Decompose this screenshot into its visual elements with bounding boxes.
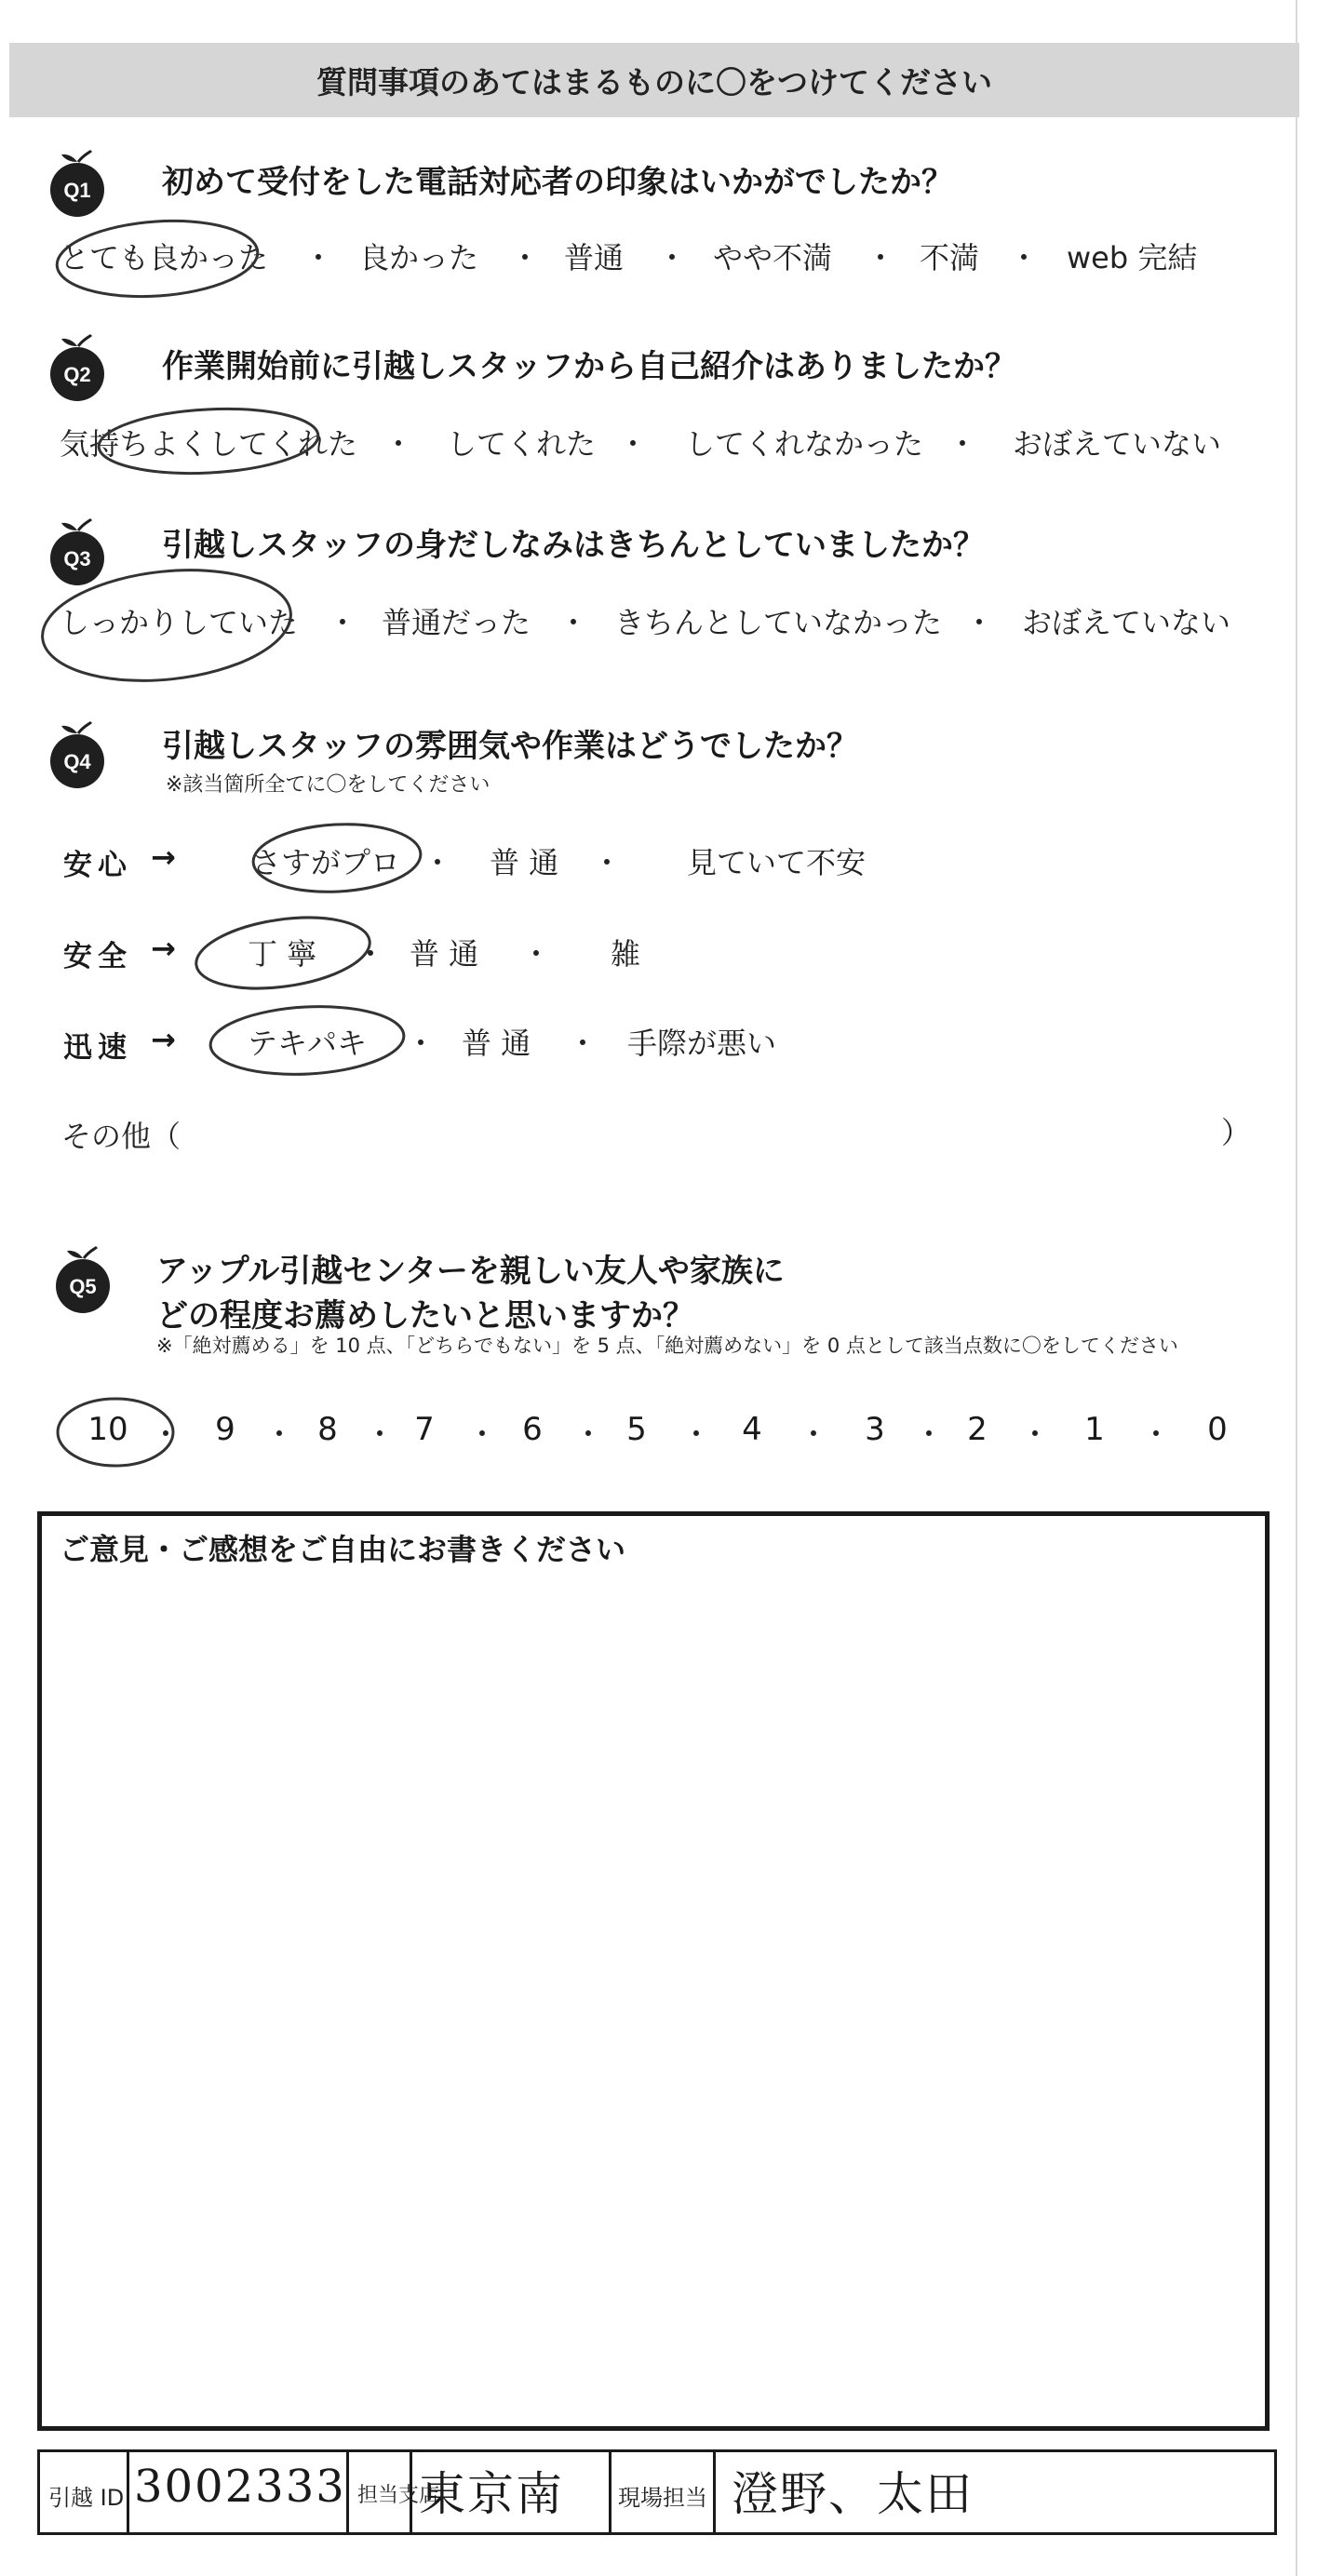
separator-dot: ・ xyxy=(568,1026,598,1061)
separator-dot: ・ xyxy=(423,845,453,880)
separator-dot: ・ xyxy=(264,1416,295,1452)
q4-row-label-anzen: 安全 xyxy=(63,940,132,973)
q1-selection-circle-icon xyxy=(50,210,264,313)
q2-option-1[interactable]: 気持ちよくしてくれた xyxy=(60,426,358,462)
q3-option-3[interactable]: きちんとしていなかった xyxy=(614,605,943,640)
q4-badge-label: Q4 xyxy=(63,750,91,773)
q2-badge-label: Q2 xyxy=(63,363,91,386)
separator-dot: ・ xyxy=(1009,240,1040,275)
score-option-2[interactable]: 2 xyxy=(967,1411,988,1448)
score-option-8[interactable]: 8 xyxy=(317,1411,338,1448)
q1-option-3[interactable]: 普通 xyxy=(564,240,625,275)
q3-option-2[interactable]: 普通だった xyxy=(382,605,531,640)
q5-note: ※「絶対薦める」を 10 点、「どちらでもない」を 5 点、「絶対薦めない」を 0 点として該当点数に〇をしてください xyxy=(156,1335,1178,1357)
comment-box[interactable] xyxy=(37,1511,1270,2431)
q4-row-label-jinsoku: 迅速 xyxy=(63,1031,132,1065)
q4-row3-option-2[interactable]: 普 通 xyxy=(462,1026,531,1061)
q5-question-line1: アップル引越センターを親しい友人や家族に xyxy=(156,1253,785,1290)
q4-row1-option-2[interactable]: 普 通 xyxy=(490,845,559,880)
q4-note: ※該当箇所全てに〇をしてください xyxy=(166,773,491,797)
separator-dot: ・ xyxy=(303,240,334,275)
q5-question-line2: どの程度お薦めしたいと思いますか？ xyxy=(156,1297,694,1335)
score-option-10[interactable]: 10 xyxy=(87,1411,128,1448)
q5-badge-label: Q5 xyxy=(69,1275,97,1298)
staff-label: 現場担当 xyxy=(618,2485,707,2511)
q1-option-5[interactable]: 不満 xyxy=(920,240,980,275)
separator-dot: ・ xyxy=(964,605,995,640)
separator-dot: ・ xyxy=(558,605,589,640)
separator-dot: ・ xyxy=(406,1026,437,1061)
separator-dot: ・ xyxy=(681,1416,712,1452)
q1-apple-badge-icon xyxy=(43,149,112,218)
separator-dot: ・ xyxy=(151,1416,181,1452)
arrow-right-icon: → xyxy=(151,931,176,966)
separator-dot: ・ xyxy=(383,426,414,462)
branch-label: 担当支店 xyxy=(357,2484,440,2507)
q2-question: 作業開始前に引越しスタッフから自己紹介はありましたか？ xyxy=(162,348,1016,385)
q4-row2-selection-circle-icon xyxy=(186,908,382,1001)
footer-divider xyxy=(609,2449,612,2535)
score-option-0[interactable]: 0 xyxy=(1207,1411,1228,1448)
arrow-right-icon: → xyxy=(151,1022,176,1057)
move-id-value: 3002333 xyxy=(134,2461,346,2513)
q1-badge-label: Q1 xyxy=(63,179,91,202)
q4-row1-selection-circle-icon xyxy=(244,817,430,901)
q5-apple-badge-icon xyxy=(48,1245,117,1314)
q4-row3-selection-circle-icon xyxy=(201,996,415,1089)
separator-dot: ・ xyxy=(866,240,896,275)
separator-dot: ・ xyxy=(467,1416,498,1452)
q3-question: 引越しスタッフの身だしなみはきちんとしていましたか？ xyxy=(162,527,985,564)
separator-dot: ・ xyxy=(657,240,688,275)
footer-divider xyxy=(713,2449,716,2535)
comment-title: ご意見・ご感想をご自由にお書きください xyxy=(60,1532,626,1567)
q2-selection-circle-icon xyxy=(89,395,331,488)
q4-row3-option-1[interactable]: テキパキ xyxy=(248,1026,368,1061)
separator-dot: ・ xyxy=(1020,1416,1051,1452)
q4-row-label-anshin: 安心 xyxy=(63,849,132,882)
separator-dot: ・ xyxy=(510,240,541,275)
separator-dot: ・ xyxy=(365,1416,396,1452)
q1-option-1[interactable]: とても良かった xyxy=(60,240,269,275)
separator-dot: ・ xyxy=(356,936,386,972)
score-option-4[interactable]: 4 xyxy=(742,1411,762,1448)
q3-option-4[interactable]: おぼえていない xyxy=(1022,605,1231,640)
separator-dot: ・ xyxy=(948,426,978,462)
instruction-title: 質問事項のあてはまるものに〇をつけてください xyxy=(316,63,992,101)
q4-question: 引越しスタッフの雰囲気や作業はどうでしたか？ xyxy=(162,728,858,765)
separator-dot: ・ xyxy=(799,1416,829,1452)
footer-divider xyxy=(346,2449,349,2535)
branch-value: 東京南 xyxy=(419,2467,564,2521)
staff-value: 澄野、太田 xyxy=(732,2467,974,2521)
q4-row2-option-1[interactable]: 丁 寧 xyxy=(248,936,317,972)
page-edge xyxy=(1296,0,1297,2576)
q4-row1-option-1[interactable]: さすがプロ xyxy=(251,845,401,880)
separator-dot: ・ xyxy=(592,845,623,880)
score-option-3[interactable]: 3 xyxy=(865,1411,885,1448)
q4-other-close: ） xyxy=(1221,1115,1252,1150)
q4-row3-option-3[interactable]: 手際が悪い xyxy=(627,1026,777,1061)
separator-dot: ・ xyxy=(1141,1416,1172,1452)
separator-dot: ・ xyxy=(573,1416,604,1452)
separator-dot: ・ xyxy=(914,1416,945,1452)
score-option-1[interactable]: 1 xyxy=(1084,1411,1105,1448)
separator-dot: ・ xyxy=(618,426,649,462)
score-option-9[interactable]: 9 xyxy=(215,1411,235,1448)
score-option-5[interactable]: 5 xyxy=(626,1411,647,1448)
move-id-label: 引越 ID xyxy=(48,2485,125,2511)
q2-option-4[interactable]: おぼえていない xyxy=(1013,426,1222,462)
arrow-right-icon: → xyxy=(151,839,176,875)
q4-apple-badge-icon xyxy=(43,720,112,789)
q4-row1-option-3[interactable]: 見ていて不安 xyxy=(687,845,867,880)
q4-row2-option-2[interactable]: 普 通 xyxy=(410,936,479,972)
q1-option-4[interactable]: やや不満 xyxy=(713,240,833,275)
q2-option-2[interactable]: してくれた xyxy=(447,426,597,462)
q1-question: 初めて受付をした電話対応者の印象はいかがでしたか？ xyxy=(162,164,953,201)
q2-option-3[interactable]: してくれなかった xyxy=(685,426,924,462)
q3-badge-label: Q3 xyxy=(63,547,91,570)
q1-option-2[interactable]: 良かった xyxy=(359,240,479,275)
separator-dot: ・ xyxy=(328,605,358,640)
instruction-header xyxy=(9,43,1299,117)
separator-dot: ・ xyxy=(521,936,552,972)
footer-divider xyxy=(127,2449,129,2535)
q1-option-6[interactable]: web 完結 xyxy=(1067,240,1198,275)
q3-option-1[interactable]: しっかりしていた xyxy=(60,605,299,640)
q2-apple-badge-icon xyxy=(43,333,112,402)
q5-selection-circle-icon xyxy=(48,1390,182,1474)
q4-row2-option-3[interactable]: 雑 xyxy=(611,936,641,972)
q3-selection-circle-icon xyxy=(32,555,302,694)
score-option-6[interactable]: 6 xyxy=(522,1411,543,1448)
q4-other-label: その他（ xyxy=(61,1119,181,1154)
score-option-7[interactable]: 7 xyxy=(414,1411,435,1448)
